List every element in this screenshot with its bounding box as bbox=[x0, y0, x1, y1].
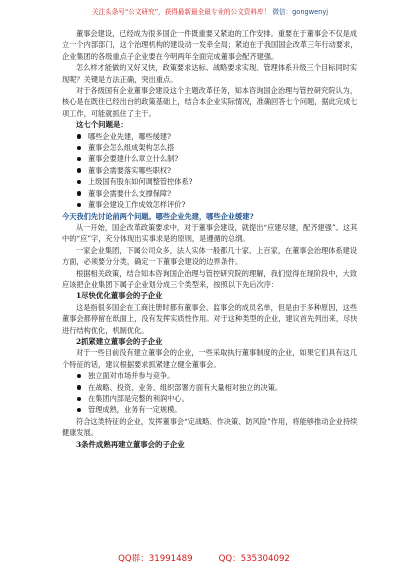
paragraph-section-1: 这是指很多国企在工商注册时都有董事会、监事会的成员名单，但是由于多种原因，这些董事会都停留在纸面上，没有发挥实质性作用。对于这种类型的企业，建议首先列出来，尽快进行结构优化，机制优化。 bbox=[62, 302, 358, 335]
feature-item: 管理成熟，业务有一定规模。 bbox=[62, 404, 364, 415]
question-item: 董事会需要什么支撑保障? bbox=[62, 188, 364, 199]
feature-item: 在战略、投资、业务、组织部署方面有大量相对独立的决策。 bbox=[62, 382, 364, 393]
question-item: 董事会要建什么章立什么制? bbox=[62, 153, 364, 164]
questions-list bbox=[62, 131, 364, 211]
footer-contact bbox=[0, 552, 408, 564]
footer-qq-number: QQ：535304092 bbox=[218, 554, 290, 564]
bullet-icon bbox=[77, 408, 81, 412]
bullet-icon bbox=[77, 385, 81, 389]
banner-wechat: 微信：gongwenyj bbox=[272, 8, 329, 16]
features-list bbox=[62, 370, 364, 416]
paragraph-section-2-conclusion: 符合这类特征的企业，发挥董事会“定战略、作决策、防风险”作用，将能够推动企业持续健康发展。 bbox=[62, 416, 358, 438]
section-1-title: 1尽快优化董事会的子企业 bbox=[76, 291, 163, 301]
paragraph-seven-questions: 对于各级国有企业董事会建设这个主题改革任务，知本咨询国企治理与管控研究院认为，核心是在既往已经出台的政策基础上，结合本企业实际情况，准确回答七个问题，据此完成七项工作，可能就抓住了主干。 bbox=[62, 86, 358, 118]
top-banner bbox=[60, 6, 360, 18]
feature-item: 在集团内部是完整的利润中心。 bbox=[62, 393, 364, 404]
today-heading: 今天我们先讨论前两个问题。哪些企业先建，哪些企业缓建? bbox=[62, 211, 254, 221]
bullet-icon bbox=[77, 157, 81, 161]
bullet-icon bbox=[77, 146, 81, 150]
question-item: 上级国有股东如何调整管控体系? bbox=[62, 176, 364, 187]
footer-qq-group: QQ群：31991489 bbox=[118, 554, 193, 564]
section-3-title: 3条件成熟再建立董事会的子企业 bbox=[76, 439, 185, 449]
paragraph-principle: 从一开始，国企改革政策要求中，对于董事会建设，就提出“应建尽建，配齐建强”。这其中的“应”字，充分体现出实事求是的原则，是遵循的总纲。 bbox=[62, 222, 358, 244]
feature-item: 独立面对市场并参与竞争。 bbox=[62, 370, 364, 381]
question-item: 哪些企业先建，哪些缓建? bbox=[62, 131, 364, 142]
bullet-icon bbox=[77, 203, 81, 207]
question-item: 董事会建设工作成效怎样评价? bbox=[62, 199, 364, 210]
bullet-icon bbox=[77, 168, 81, 172]
questions-heading: 这七个问题是： bbox=[76, 120, 128, 130]
bullet-icon bbox=[77, 374, 81, 378]
question-item: 董事会需要落实哪些职权? bbox=[62, 165, 364, 176]
document-body bbox=[62, 28, 364, 450]
paragraph-three-types: 根据相关政策，结合知本咨询国企治理与管控研究院的理解，我们觉得在现阶段中，大致应该把企业集团下属子企业划分成三个类型来，按照以下先后次序： bbox=[62, 268, 358, 289]
bullet-icon bbox=[77, 397, 81, 401]
paragraph-goals: 怎么样才能做的又好又快，政策要求达标、战略要求实现、管理体系升级三个目标同时实现呢？关键是方法正确，突出重点。 bbox=[62, 63, 358, 84]
section-2-title: 2抓紧建立董事会的子企业 bbox=[76, 336, 163, 346]
bullet-icon bbox=[77, 134, 81, 138]
paragraph-section-2: 对于一些目前没有建立董事会的企业，一些采取执行董事制度的企业，如果它们具有这几个特征的话，建议根据要求抓紧建立健全董事会。 bbox=[62, 348, 358, 369]
bullet-icon bbox=[77, 180, 81, 184]
paragraph-intro: 董事会建设，已经成为很多国企一件既重要又紧迫的工作安排。重要在于董事会不仅是成立一个内部部门，这个治理机构的建设动一发牵全局；紧迫在于我国国企改革三年行动要求，企业集团的各级重点子企业要在今明两年全面完成董事会配齐建强。 bbox=[62, 29, 358, 61]
banner-text: 关注头条号“公文研究”，获得最新最全最专业的公文资料库！ bbox=[91, 8, 271, 16]
bullet-icon bbox=[77, 191, 81, 195]
paragraph-classification: 一家企业集团，下属公司众多，法人实体一般都几十家、上百家，在董事会治理体系建设方面，必须要分分类，确定一下董事会建设的边界条件。 bbox=[62, 245, 358, 267]
question-item: 董事会怎么组成架构怎么搭 bbox=[62, 142, 364, 153]
